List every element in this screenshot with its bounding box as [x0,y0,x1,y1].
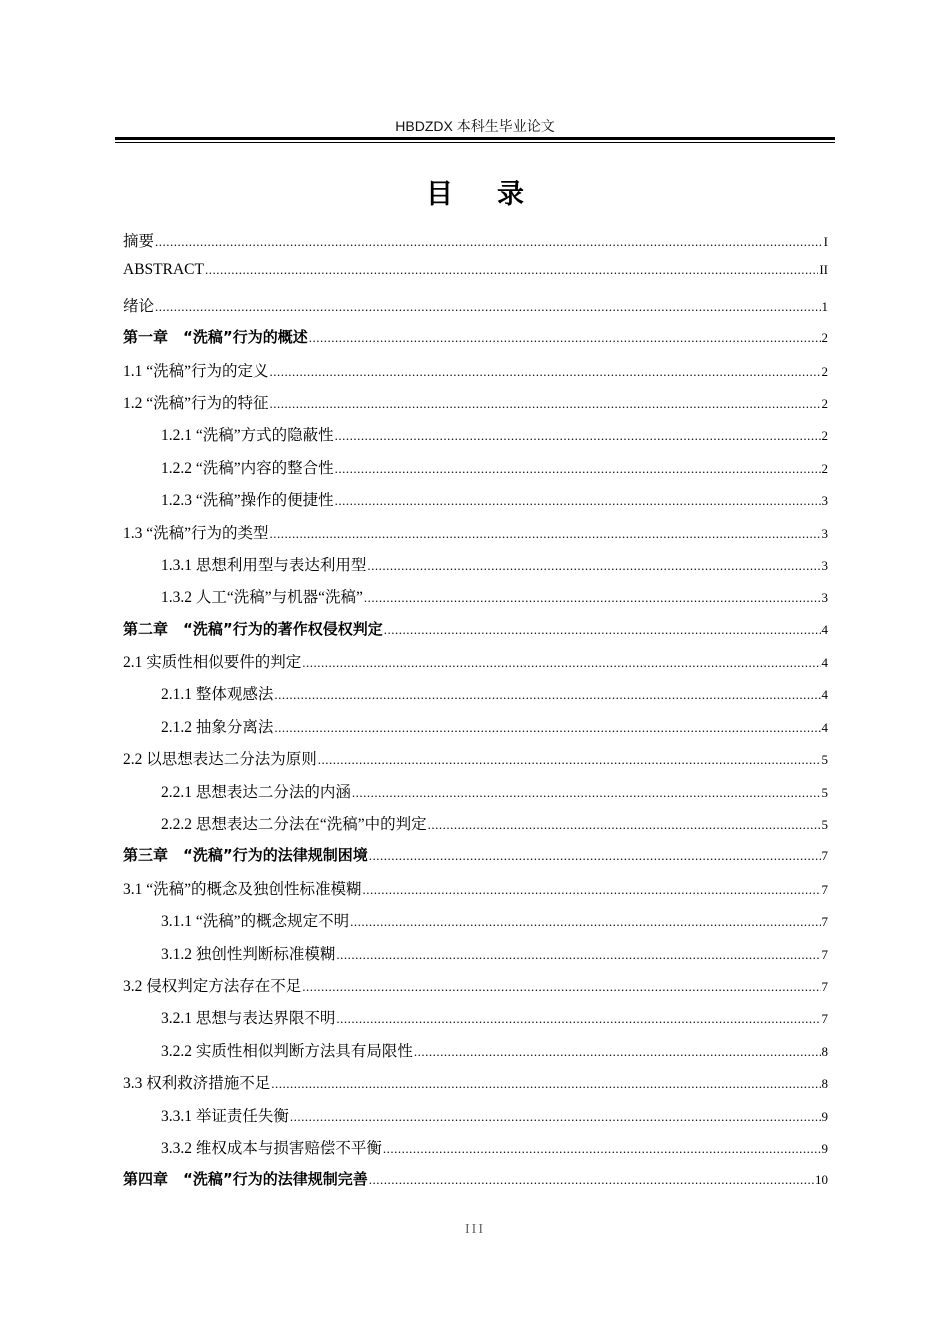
toc-entry-page: 1 [821,298,828,314]
toc-leader-dots [270,396,821,412]
toc-entry[interactable] [123,1039,828,1071]
toc-leader-dots [383,1141,821,1157]
toc-entry-label: 2.2.2 思想表达二分法在“洗稿”中的判定 [161,816,427,834]
toc-entry-page: 5 [821,817,828,833]
toc-leader-dots [274,720,820,736]
toc-entry-label: 3.2.1 思想与表达界限不明 [161,1010,336,1028]
toc-entry[interactable] [123,229,828,261]
toc-entry[interactable] [123,359,828,391]
toc-entry[interactable] [123,747,828,779]
toc-entry[interactable] [123,1104,828,1136]
toc-entry-page: 7 [821,914,828,930]
toc-entry-page: 2 [821,428,828,444]
toc-entry-page: 3 [821,493,828,509]
toc-entry-label: 3.1.1 “洗稿”的概念规定不明 [161,913,350,931]
toc-leader-dots [309,330,821,346]
toc-entry[interactable] [123,423,828,455]
toc-entry-label: 3.3 权利救济措施不足 [123,1075,271,1093]
toc-entry-page: 9 [821,1108,828,1124]
toc-entry-page: 7 [821,848,828,864]
toc-entry-label: 2.1 实质性相似要件的判定 [123,654,302,672]
toc-entry[interactable] [123,294,828,326]
toc-leader-dots [270,526,821,542]
toc-entry-page: 7 [821,978,828,994]
toc-leader-dots [336,947,820,963]
toc-entry[interactable] [123,844,828,876]
toc-entry-page: 4 [821,655,828,671]
toc-entry-label: 2.1.1 整体观感法 [161,686,274,704]
toc-entry[interactable] [123,909,828,941]
toc-entry[interactable] [123,553,828,585]
toc-entry[interactable] [123,650,828,682]
toc-entry[interactable] [123,1006,828,1038]
toc-entry-page: 2 [821,460,828,476]
toc-entry-page: 2 [821,363,828,379]
toc-entry-label: 1.2.1 “洗稿”方式的隐蔽性 [161,427,334,445]
toc-entry[interactable] [123,812,828,844]
toc-entry[interactable] [123,261,828,293]
toc-leader-dots [414,1044,821,1060]
toc-leader-dots [335,493,821,509]
toc-entry[interactable] [123,618,828,650]
toc-leader-dots [336,1011,820,1027]
toc-leader-dots [363,882,821,898]
page-title: 目录 [426,179,568,210]
toc-entry-page: 8 [821,1076,828,1092]
toc-entry-label: 1.3.1 思想利用型与表达利用型 [161,556,367,574]
toc-leader-dots [364,590,821,606]
toc-entry-label: 1.3.2 人工“洗稿”与机器“洗稿” [161,589,363,607]
toc-leader-dots [318,752,821,768]
toc-entry[interactable] [123,521,828,553]
toc-entry-page: 3 [821,557,828,573]
toc-entry-page: 3 [821,590,828,606]
toc-entry-label: 3.2 侵权判定方法存在不足 [123,977,302,995]
toc-leader-dots [384,622,821,638]
toc-entry-page: 7 [821,946,828,962]
toc-leader-dots [302,979,820,995]
toc-entry-label: 摘要 [123,233,155,250]
page-number: III [465,1222,485,1237]
toc-entry-page: 5 [821,784,828,800]
toc-entry-page: 2 [821,330,828,346]
toc-entry[interactable] [123,326,828,358]
toc-leader-dots [352,785,821,801]
toc-entry-page: 4 [821,621,828,637]
toc-entry-page: 10 [815,1172,828,1188]
toc-entry[interactable] [123,682,828,714]
toc-entry-page: 9 [821,1140,828,1156]
toc-entry-label: 2.2.1 思想表达二分法的内涵 [161,783,351,801]
toc-entry[interactable] [123,1071,828,1103]
toc-entry-label: 1.2.3 “洗稿”操作的便捷性 [161,492,334,510]
toc-entry-label: 3.1 “洗稿”的概念及独创性标准模糊 [123,880,362,898]
toc-entry-page: I [823,234,828,249]
toc-leader-dots [271,1076,820,1092]
toc-entry-page: 4 [821,719,828,735]
toc-entry-page: 4 [821,687,828,703]
toc-entry[interactable] [123,974,828,1006]
toc-entry-label: 第三章 “洗稿”行为的法律规制困境 [123,846,368,865]
toc-entry[interactable] [123,942,828,974]
toc-entry-label: 1.2 “洗稿”行为的特征 [123,394,269,412]
toc-entry-label: 2.2 以思想表达二分法为原则 [123,751,317,769]
header-rule-thin [115,142,835,143]
toc-entry-page: 3 [821,525,828,541]
toc-leader-dots [428,817,821,833]
toc-entry[interactable] [123,780,828,812]
toc-leader-dots [369,848,821,864]
toc-entry-label: 1.2.2 “洗稿”内容的整合性 [161,459,334,477]
toc-entry-page: II [819,262,828,278]
toc-entry-page: 8 [821,1043,828,1059]
toc-entry-label: 3.1.2 独创性判断标准模糊 [161,945,336,963]
toc-entry-label: 2.1.2 抽象分离法 [161,718,274,736]
toc-leader-dots [205,262,818,278]
table-of-contents [123,229,828,1201]
toc-entry-label: 1.1 “洗稿”行为的定义 [123,362,269,380]
toc-entry[interactable] [123,456,828,488]
toc-entry[interactable] [123,1136,828,1168]
toc-entry-page: 7 [821,1011,828,1027]
toc-entry-label: 3.3.1 举证责任失衡 [161,1107,289,1125]
toc-entry[interactable] [123,1168,828,1200]
running-header: HBDZDX 本科生毕业论文 [395,118,555,134]
toc-leader-dots [270,364,821,380]
toc-leader-dots [335,428,821,444]
toc-entry[interactable] [123,488,828,520]
toc-entry-page: 7 [821,881,828,897]
toc-leader-dots [155,299,820,315]
toc-entry-label: 3.2.2 实质性相似判断方法具有局限性 [161,1042,413,1060]
toc-leader-dots [302,655,820,671]
toc-entry-label: 绪论 [123,297,155,315]
header-rule-thick [115,137,835,140]
toc-entry[interactable] [123,877,828,909]
toc-entry-label: 第一章 “洗稿”行为的概述 [123,328,308,347]
toc-entry-page: 5 [821,752,828,768]
toc-entry-label: 1.3 “洗稿”行为的类型 [123,524,269,542]
toc-entry-page: 2 [821,395,828,411]
toc-leader-dots [290,1109,821,1125]
toc-entry[interactable] [123,585,828,617]
toc-entry-label: 第二章 “洗稿”行为的著作权侵权判定 [123,619,383,638]
toc-leader-dots [155,234,823,250]
toc-entry-label: 3.3.2 维权成本与损害赔偿不平衡 [161,1139,382,1157]
toc-leader-dots [274,687,820,703]
toc-entry[interactable] [123,715,828,747]
toc-leader-dots [369,1172,814,1188]
toc-entry[interactable] [123,391,828,423]
toc-leader-dots [350,914,820,930]
toc-entry-label: ABSTRACT [123,261,204,279]
toc-leader-dots [335,461,821,477]
toc-leader-dots [367,558,820,574]
toc-entry-label: 第四章 “洗稿”行为的法律规制完善 [123,1170,368,1189]
